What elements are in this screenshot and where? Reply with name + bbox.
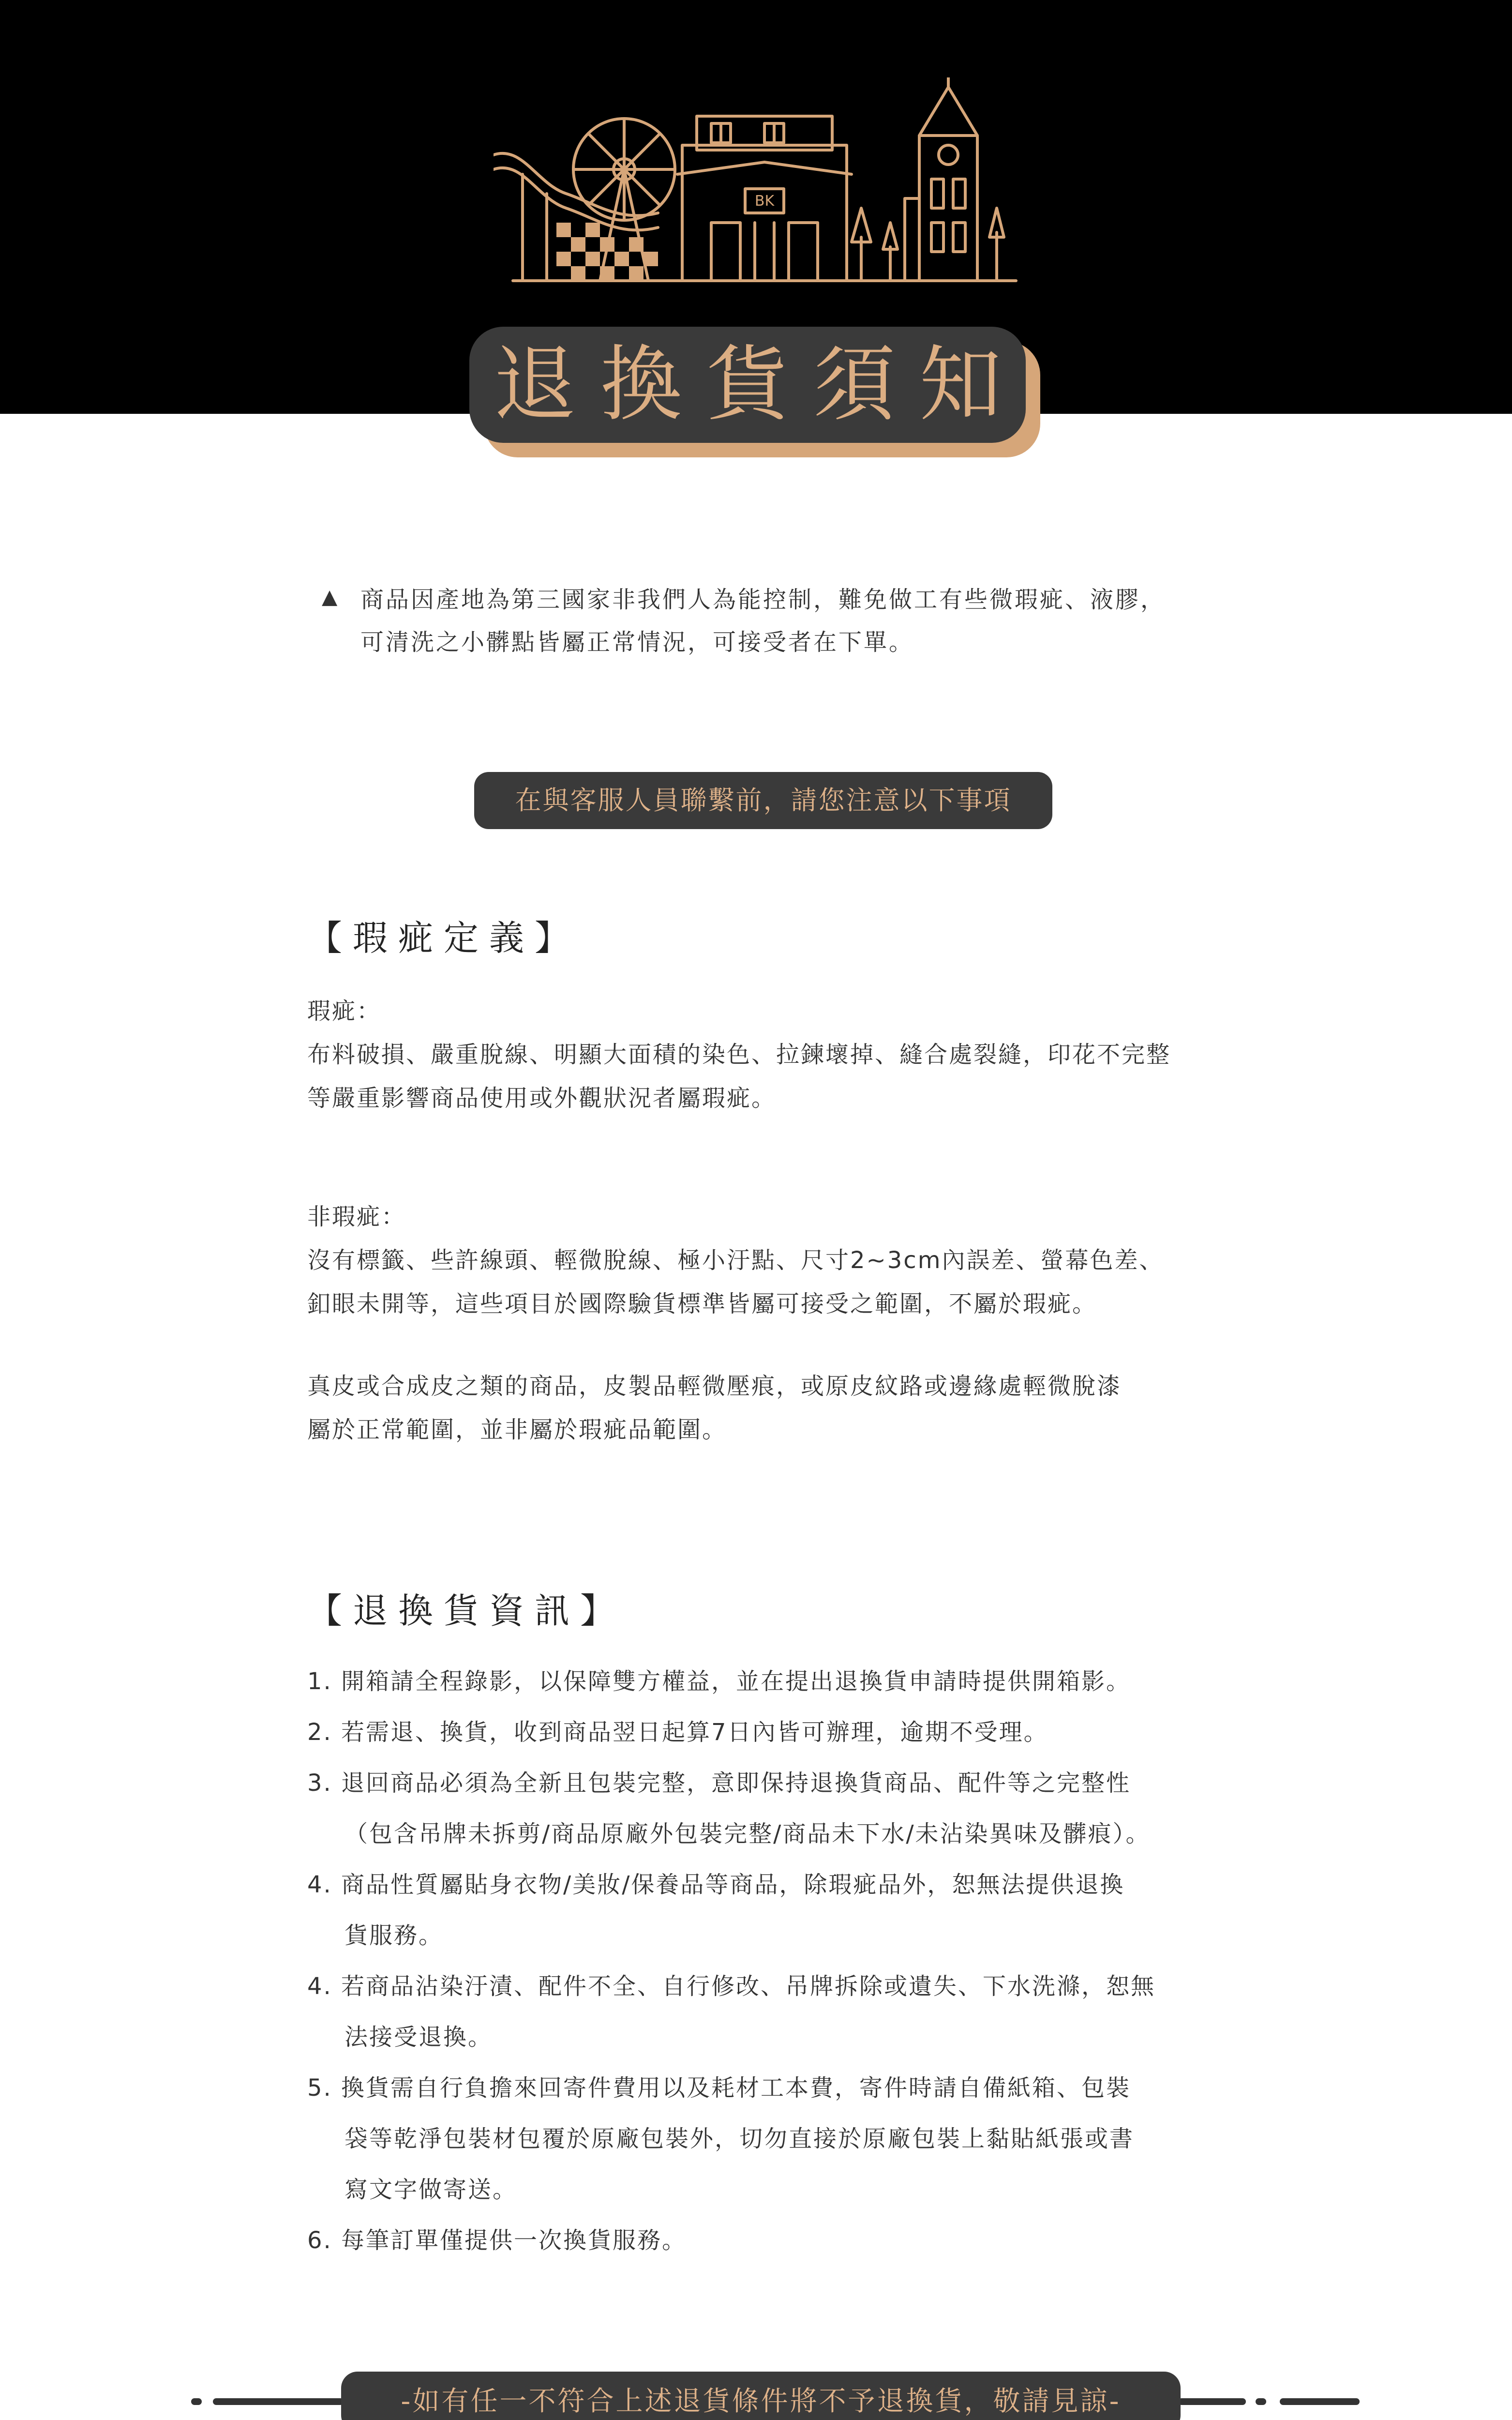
defect-line: 布料破損、嚴重脫線、明顯大面積的染色、拉鍊壞掉、縫合處裂縫，印花不完整 bbox=[307, 1041, 1171, 1068]
returns-heading: 【退換貨資訊】 bbox=[307, 1590, 626, 1631]
returns-line: 袋等乾淨包裝材包覆於原廠包裝外，切勿直接於原廠包裝上黏貼紙張或書 bbox=[344, 2125, 1135, 2152]
non-defect-line: 沒有標籤、些許線頭、輕微脫線、極小汙點、尺寸2~3cm內誤差、螢幕色差、 bbox=[307, 1247, 1164, 1274]
returns-line: 貨服務。 bbox=[344, 1922, 444, 1949]
returns-line: 4. 商品性質屬貼身衣物/美妝/保養品等商品，除瑕疵品外，恕無法提供退換 bbox=[307, 1871, 1125, 1898]
notice-line: 可清洗之小髒點皆屬正常情況，可接受者在下單。 bbox=[360, 629, 914, 656]
defect-heading: 【瑕疵定義】 bbox=[307, 918, 581, 958]
contact-notice-pill: 在與客服人員聯繫前，請您注意以下事項 bbox=[474, 772, 1052, 829]
divider-dot bbox=[191, 2398, 202, 2405]
returns-line: 1. 開箱請全程錄影，以保障雙方權益，並在提出退換貨申請時提供開箱影。 bbox=[307, 1668, 1131, 1695]
notice-line: 商品因產地為第三國家非我們人為能控制，難免做工有些微瑕疵、液膠， bbox=[360, 586, 1166, 613]
returns-line: 寫文字做寄送。 bbox=[344, 2176, 518, 2203]
returns-line: 3. 退回商品必須為全新且包裝完整，意即保持退換貨商品、配件等之完整性 bbox=[307, 1770, 1131, 1797]
leather-line: 真皮或合成皮之類的商品，皮製品輕微壓痕，或原皮紋路或邊緣處輕微脫漆 bbox=[307, 1373, 1122, 1400]
divider-dot bbox=[1256, 2398, 1266, 2405]
page-title: 退換貨須知 bbox=[494, 337, 1026, 433]
non-defect-label: 非瑕疵： bbox=[307, 1203, 406, 1230]
returns-line: 6. 每筆訂單僅提供一次換貨服務。 bbox=[307, 2227, 687, 2254]
non-defect-line: 釦眼未開等，這些項目於國際驗貨標準皆屬可接受之範圍，不屬於瑕疵。 bbox=[307, 1290, 1097, 1317]
returns-line: 法接受退換。 bbox=[344, 2024, 493, 2051]
skyline-sign: BK bbox=[754, 193, 775, 210]
returns-line: 2. 若需退、換貨，收到商品翌日起算7日內皆可辦理，逾期不受理。 bbox=[307, 1719, 1048, 1746]
city-skyline-illustration bbox=[494, 77, 1021, 286]
defect-line: 等嚴重影響商品使用或外觀狀況者屬瑕疵。 bbox=[307, 1085, 777, 1112]
divider-line bbox=[1178, 2398, 1246, 2405]
divider-line bbox=[213, 2398, 344, 2405]
defect-label: 瑕疵： bbox=[307, 998, 382, 1025]
warning-pill: -如有任一不符合上述退貨條件將不予退換貨，敬請見諒- bbox=[341, 2372, 1181, 2420]
leather-line: 屬於正常範圍，並非屬於瑕疵品範圍。 bbox=[307, 1416, 727, 1443]
returns-line: 5. 換貨需自行負擔來回寄件費用以及耗材工本費，寄件時請自備紙箱、包裝 bbox=[307, 2074, 1131, 2102]
triangle-bullet-icon: ▲ bbox=[322, 585, 338, 608]
divider-line bbox=[1280, 2398, 1360, 2405]
returns-line: （包含吊牌未拆剪/商品原廠外包裝完整/商品未下水/未沾染異味及髒痕）。 bbox=[344, 1820, 1151, 1847]
returns-line: 4. 若商品沾染汙漬、配件不全、自行修改、吊牌拆除或遺失、下水洗滌，恕無 bbox=[307, 1973, 1156, 2000]
